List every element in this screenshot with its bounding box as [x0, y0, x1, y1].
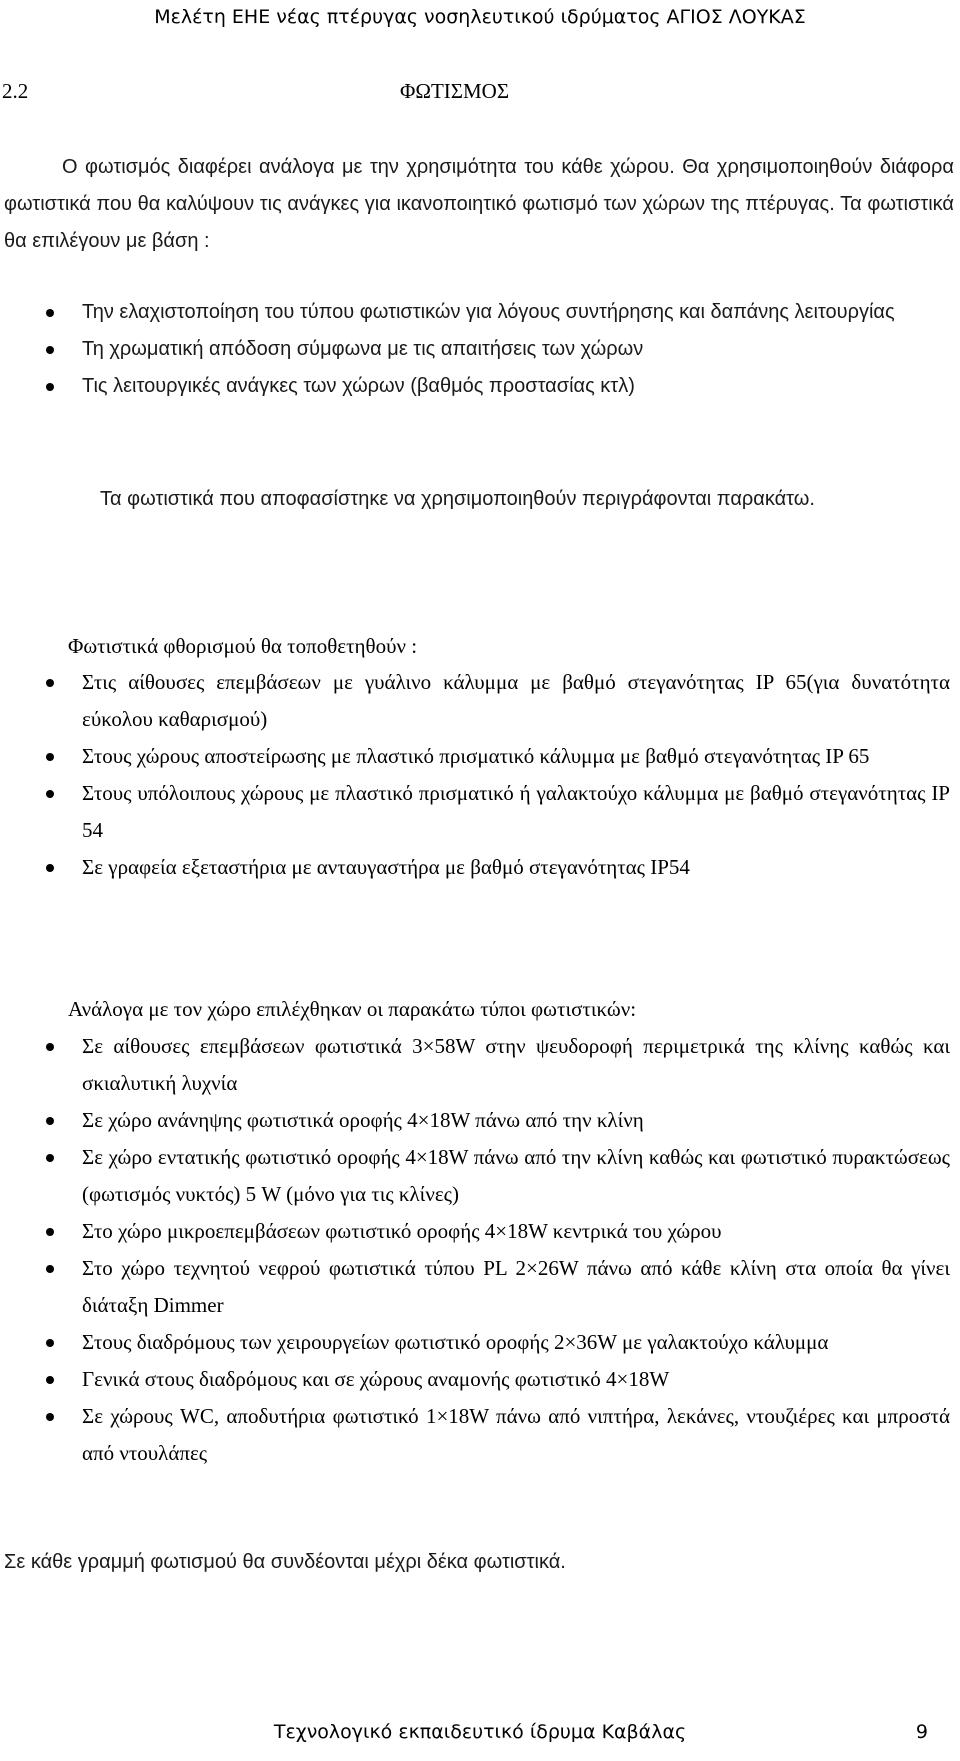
- list-item: Τη χρωματική απόδοση σύμφωνα με τις απαιτήσεις των χώρων: [0, 331, 940, 368]
- list-item: Την ελαχιστοποίηση του τύπου φωτιστικών για λόγους συντήρησης και δαπάνης λειτουργίας: [0, 294, 940, 331]
- list-item: Σε χώρο εντατικής φωτιστικό οροφής 4×18W πάνω από την κλίνη καθώς και φωτιστικό πυρακτώσεως (φωτισμός νυκτός) 5 W (μόνο για τις κλίνες): [0, 1139, 950, 1213]
- decided-paragraph-block: [4, 481, 954, 518]
- page-number: 9: [915, 1721, 928, 1743]
- footer-text: Τεχνολογικό εκπαιδευτικό ίδρυμα Καβάλας: [273, 1721, 687, 1743]
- page-footer: [0, 1717, 960, 1747]
- list-item: Στις αίθουσες επεμβάσεων με γυάλινο κάλυμμα με βαθμό στεγανότητας IP 65(για δυνατότητα εύκολου καθαρισμού): [0, 664, 950, 738]
- list-item: Στους υπόλοιπους χώρους με πλαστικό πρισματικό ή γαλακτούχο κάλυμμα με βαθμό στεγανότητας IP 54: [0, 775, 950, 849]
- list-item: Σε αίθουσες επεμβάσεων φωτιστικά 3×58W στην ψευδοροφή περιμετρικά της κλίνης καθώς και σκιαλυτική λυχνία: [0, 1028, 950, 1102]
- section-title: ΦΩΤΙΣΜΟΣ: [400, 79, 510, 103]
- list-item: Στους διαδρόμους των χειρουργείων φωτιστικό οροφής 2×36W με γαλακτούχο κάλυμμα: [0, 1324, 950, 1361]
- list-item: Σε γραφεία εξεταστήρια με ανταυγαστήρα με βαθμό στεγανότητας IP54: [0, 849, 950, 886]
- closing-sentence: Σε κάθε γραμμή φωτισμού θα συνδέονται μέχρι δέκα φωτιστικά.: [4, 1551, 566, 1573]
- section-number: 2.2: [2, 79, 29, 103]
- fluorescent-intro: Φωτιστικά φθορισμού θα τοποθετηθούν :: [68, 634, 418, 658]
- types-intro: Ανάλογα με τον χώρο επιλέχθηκαν οι παρακάτω τύποι φωτιστικών:: [68, 997, 637, 1021]
- list-item: Σε χώρο ανάνηψης φωτιστικά οροφής 4×18W πάνω από την κλίνη: [0, 1102, 950, 1139]
- intro-paragraph: Ο φωτισμός διαφέρει ανάλογα με την χρησιμότητα του κάθε χώρου. Θα χρησιμοποιηθούν διάφορα φωτιστικά που θα καλύψουν τις ανάγκες για ικανοποιητικό φωτισμό των χώρων της πτέρυγας. Τα φωτιστικά θα επιλέγουν με βάση :: [4, 156, 954, 252]
- list-item: Γενικά στους διαδρόμους και σε χώρους αναμονής φωτιστικό 4×18W: [0, 1361, 950, 1398]
- criteria-list: [0, 294, 940, 405]
- intro-paragraph-block: [4, 149, 954, 260]
- list-item: Στο χώρο τεχνητού νεφρού φωτιστικά τύπου PL 2×26W πάνω από κάθε κλίνη στα οποία θα γίνει διάταξη Dimmer: [0, 1250, 950, 1324]
- list-item: Σε χώρους WC, αποδυτήρια φωτιστικό 1×18W πάνω από νιπτήρα, λεκάνες, ντουζιέρες και μπροστά από ντουλάπες: [0, 1398, 950, 1472]
- decided-paragraph: Τα φωτιστικά που αποφασίστηκε να χρησιμοποιηθούν περιγράφονται παρακάτω.: [100, 488, 815, 510]
- fluorescent-list: [0, 664, 950, 886]
- list-item: Τις λειτουργικές ανάγκες των χώρων (βαθμός προστασίας κτλ): [0, 368, 940, 405]
- list-item: Στους χώρους αποστείρωσης με πλαστικό πρισματικό κάλυμμα με βαθμό στεγανότητας IP 65: [0, 738, 950, 775]
- page-header: Μελέτη ΕΗΕ νέας πτέρυγας νοσηλευτικού ιδρύματος ΑΓΙΟΣ ΛΟΥΚΑΣ: [154, 6, 806, 28]
- fixture-types-list: [0, 1028, 950, 1472]
- list-item: Στο χώρο μικροεπεμβάσεων φωτιστικό οροφής 4×18W κεντρικά του χώρου: [0, 1213, 950, 1250]
